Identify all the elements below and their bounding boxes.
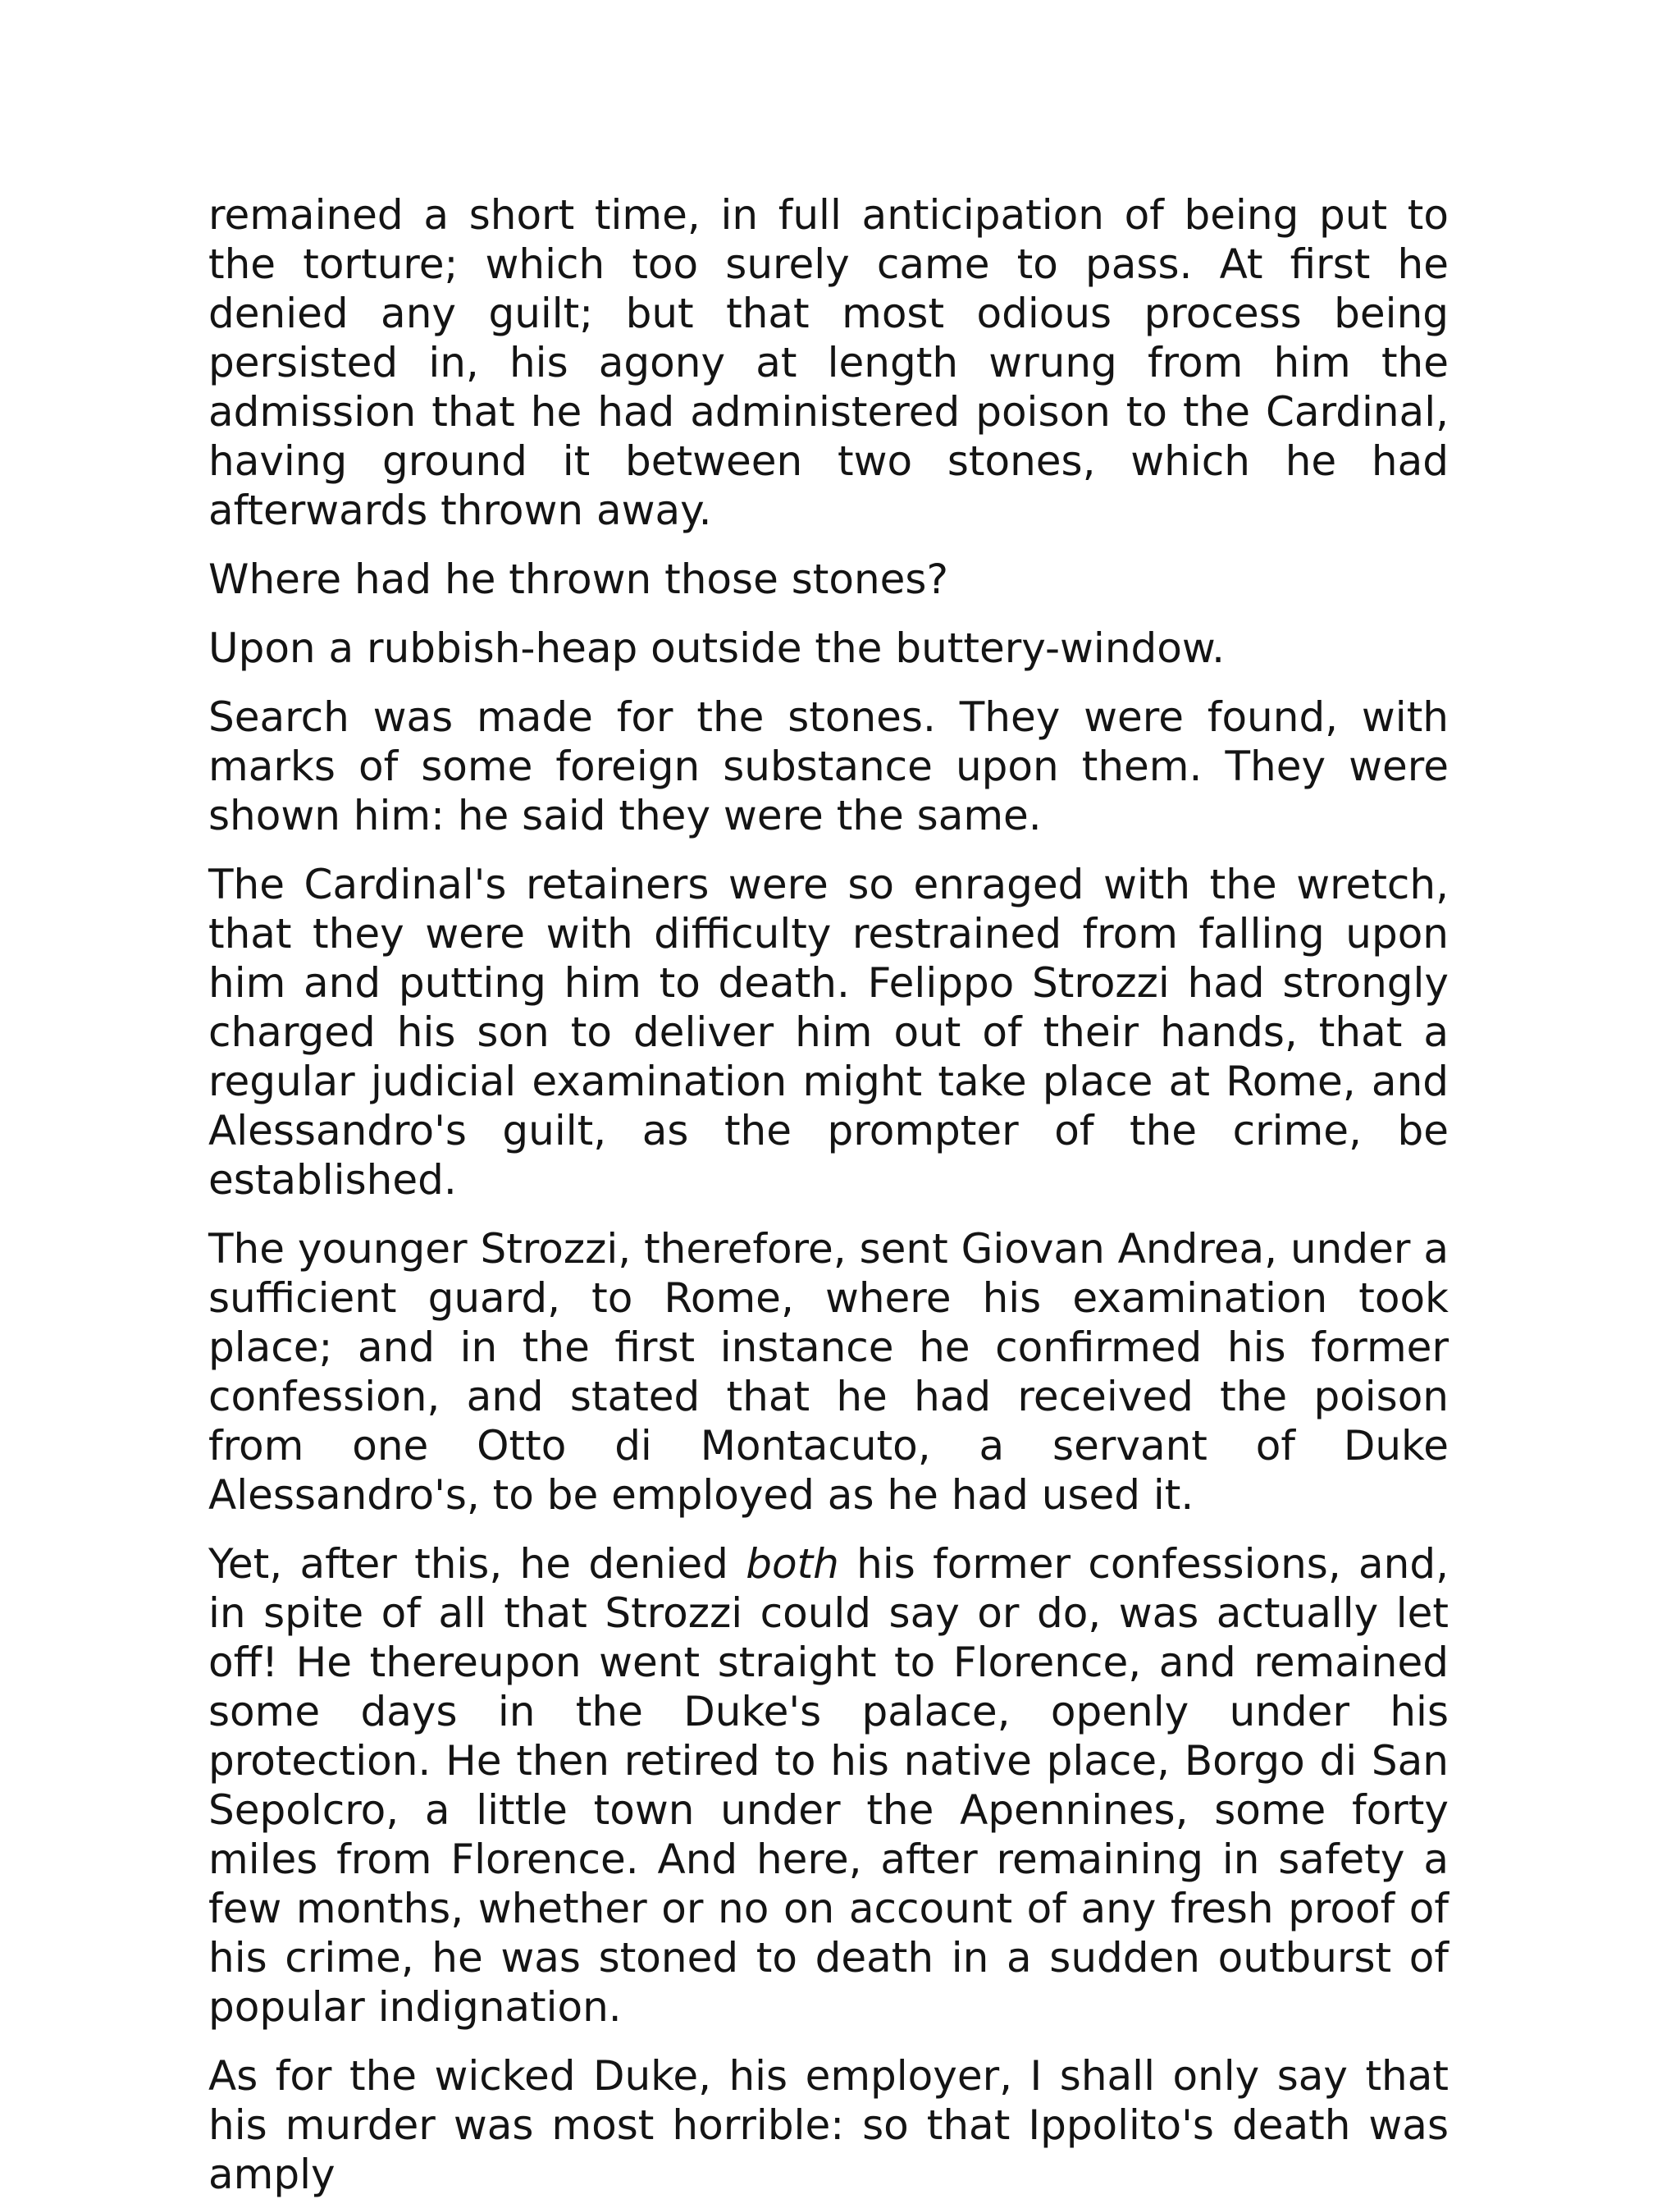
paragraph-text-after: his former confessions, and, in spite of all that Strozzi could say or do, was actually let off! He thereupon went straight to Florence, and remained some days in the Duke's palace, openly under his protection. He then retired to his native place, Borgo di San Sepolcro, a little town under the Apennines, some forty miles from Florence. And here, after remaining in safety a few months, whether or no on account of any fresh proof of his crime, he was stoned to death in a sudden outburst of popular indignation. <box>208 1540 1449 2031</box>
paragraph-stones-answer: Upon a rubbish-heap outside the buttery-window. <box>208 624 1226 672</box>
paragraph-rome-examination: The younger Strozzi, therefore, sent Giovan Andrea, under a sufficient guard, to Rome, where his examination took place; and in the first instance he confirmed his former confession, and stated that he had received the poison from one Otto di Montacuto, a servant of Duke Alessandro's, to be employed as he had used it. <box>208 1225 1449 1519</box>
paragraph-wicked-duke: As for the wicked Duke, his employer, I shall only say that his murder was most horrible: so that Ippolito's death was amply <box>208 2052 1449 2198</box>
paragraph-text-before: Yet, after this, he denied <box>208 1540 746 1588</box>
paragraph-stones-search: Search was made for the stones. They were found, with marks of some foreign substance upon them. They were shown him: he said they were the same. <box>208 693 1449 839</box>
emphasis-both: both <box>746 1540 839 1588</box>
paragraph-torture-confession: remained a short time, in full anticipation of being put to the torture; which too surely came to pass. At first he denied any guilt; but that most odious process being persisted in, his agony at length wrung from him the admission that he had administered poison to the Cardinal, having ground it between two stones, which he had afterwards thrown away. <box>208 191 1449 534</box>
page-body <box>208 190 1449 2199</box>
paragraph-stones-question: Where had he thrown those stones? <box>208 555 949 603</box>
paragraph-denial-and-death <box>208 1539 1449 2032</box>
paragraph-retainers: The Cardinal's retainers were so enraged with the wretch, that they were with difficulty restrained from falling upon him and putting him to death. Felippo Strozzi had strongly charged his son to deliver him out of their hands, that a regular judicial examination might take place at Rome, and Alessandro's guilt, as the prompter of the crime, be established. <box>208 861 1449 1204</box>
